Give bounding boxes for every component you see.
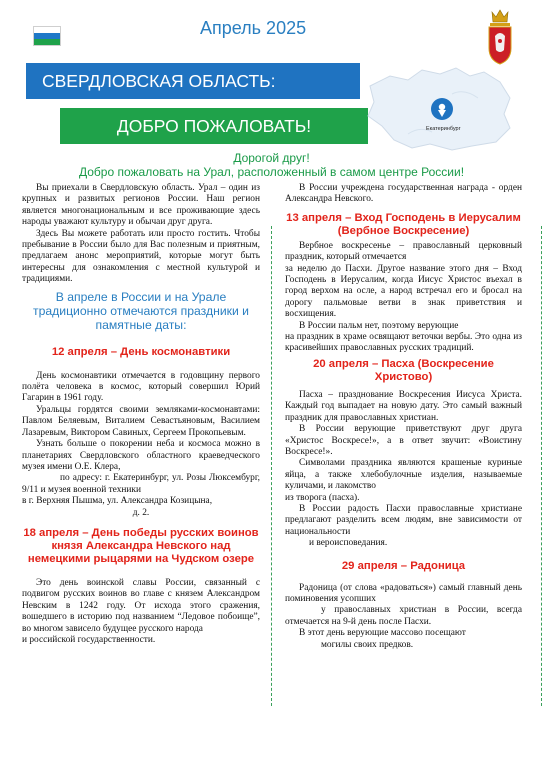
cosmonautics-address-2: в г. Верхняя Пышма, ул. Александра Козицына, — [22, 496, 213, 507]
cosmonautics-paragraph-1: День космонавтики отмечается в годовщину первого полёта человека в космос, который совершил Юрий Гагарин в 1961 году. — [22, 370, 260, 404]
radonitsa-paragraph-3: В этот день верующие массово посещают — [299, 628, 466, 639]
nevsky-paragraph-2: и российской государственности. — [22, 634, 156, 645]
intro-paragraph-2: Здесь Вы можете работать или просто гостить. Чтобы пребывание в России было для Вас полезным и приятным, предлагаем анонс мероприятий, которые могут быть интересны для ознакомления с местной культурой и традициями. — [22, 228, 260, 285]
palm-sunday-paragraph-2: за неделю до Пасхи. Другое название этого дня – Вход Господень в Иерусалим, когда Иисус Христос въехал в город верхом на осле, а народ встречал его и бросал на дорогу пальмовые ветви в знак приветствия и восхищения. — [285, 263, 522, 320]
map-city-label: Екатеринбург — [426, 126, 461, 132]
easter-heading: 20 апреля – Пасха (Воскресение Христово) — [313, 357, 494, 383]
greeting — [20, 151, 523, 179]
easter-paragraph-6: и вероисповедания. — [309, 538, 388, 549]
nevsky-paragraph-1: Это день воинской славы России, связанный с подвигом русских воинов во главе с князем Александром Невским в 1242 году. От исхода этого сражения, вошедшего в историю под названием “Ледовое побоище”, во многом зависело будущее русского народа — [22, 577, 260, 634]
radonitsa-paragraph-1: Радоница (от слова «радоваться») самый главный день поминовения усопших — [285, 582, 522, 604]
radonitsa-paragraph-2: у православных христиан в России, всегда отмечается на 9-й день после Пасхи. — [285, 605, 522, 627]
palm-sunday-paragraph-3: В России пальм нет, поэтому верующие — [299, 320, 459, 331]
cosmonautics-address-3: д. 2. — [132, 507, 150, 518]
month-title: Апрель 2025 — [200, 18, 307, 38]
radonitsa-heading: 29 апреля – Радоница — [341, 559, 466, 572]
easter-paragraph-4: из творога (пасха). — [285, 492, 360, 503]
cosmonautics-address: по адресу: г. Екатеринбург, ул. Розы Люксембург, 9/11 и музея военной техники — [22, 473, 260, 495]
welcome-banner: ДОБРО ПОЖАЛОВАТЬ! — [60, 108, 368, 144]
intro-paragraph-1: Вы приехали в Свердловскую область. Урал – один из крупных и развитых регионов России. Наш регион является многонациональным и все проживающие здесь народы уважают культуру и обычаи друг друга. — [22, 183, 260, 228]
palm-sunday-paragraph-4: на праздник в храме освящают веточки вербы. Это одна из красивейших православных русских традиций. — [285, 332, 522, 354]
greeting-line-1: Дорогой друг! — [233, 151, 310, 165]
map-icon — [360, 64, 515, 154]
easter-paragraph-3: Символами праздника являются крашеные куриные яйца, а также хлебобулочные изделия, называемые куличами, и лакомство — [285, 458, 522, 492]
radonitsa-paragraph-4: могилы своих предков. — [321, 639, 414, 650]
cosmonautics-paragraph-2: Уральцы гордятся своими земляками-космонавтами: Павлом Беляевым, Виталием Севастьяновым, Василием Лазаревым, Виктором Савиных, Сергеем Прокопьевым. — [22, 404, 260, 438]
cosmonautics-heading: 12 апреля – День космонавтики — [51, 345, 231, 358]
greeting-line-2: Добро пожаловать на Урал, расположенный в самом центре России! — [78, 165, 465, 179]
easter-paragraph-5: В России радость Пасхи православные христиане предлагают разделить всем людям, вне зависимости от национальности — [285, 503, 522, 537]
region-banner: СВЕРДЛОВСКАЯ ОБЛАСТЬ: — [26, 63, 360, 99]
region-flag — [33, 26, 61, 46]
easter-paragraph-1: Пасха – празднование Воскресения Иисуса Христа. Каждый год выпадает на новую дату. Это самый важный праздник для православных христиан. — [285, 389, 522, 423]
palm-sunday-paragraph-1: Вербное воскресенье – православный церковный праздник, который отмечается — [285, 240, 522, 263]
cosmonautics-paragraph-3: Узнать больше о покорении неба и космоса можно в планетариях Свердловского областного краеведческого музея имени О.Е. Клера, — [22, 439, 260, 472]
left-column — [22, 183, 260, 646]
easter-paragraph-2: В России верующие приветствуют друг друга «Христос Воскресе!», а в ответ звучит: «Воистину Воскресе!». — [285, 424, 522, 457]
page-edge-divider — [541, 226, 542, 706]
palm-sunday-heading: 13 апреля – Вход Господень в Иерусалим (Вербное Воскресение) — [286, 211, 521, 237]
right-column — [285, 183, 522, 651]
nevsky-heading: 18 апреля – День победы русских воинов князя Александра Невского над немецкими рыцарями на Чудском озере — [23, 526, 259, 565]
column-divider — [271, 226, 272, 706]
holidays-subtitle: В апреле в России и на Урале традиционно отмечаются праздники и памятные даты: — [33, 289, 249, 332]
order-paragraph: В России учреждена государственная награда - орден Александра Невского. — [285, 183, 522, 205]
